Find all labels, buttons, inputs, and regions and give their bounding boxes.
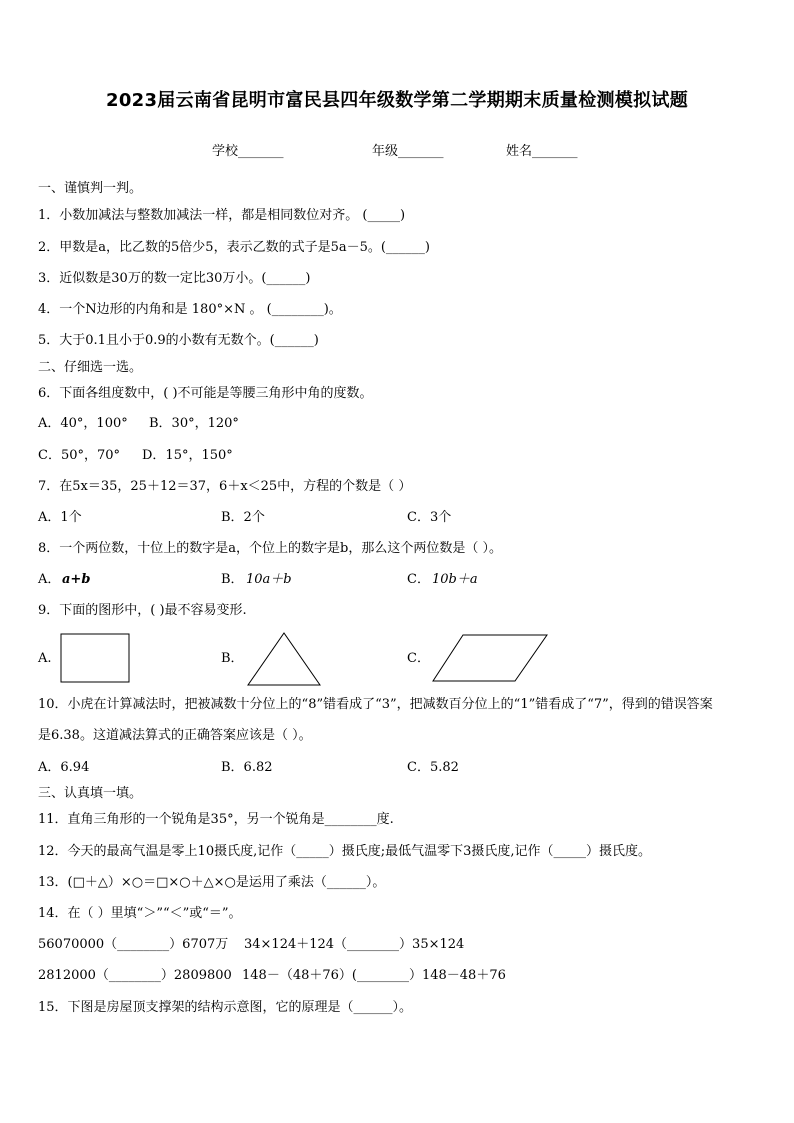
q9-option-c-label: C． xyxy=(407,651,430,666)
section-heading-judge: 一、谨慎判一判。 xyxy=(38,181,143,196)
q8-option-c-label: C． xyxy=(407,572,430,587)
q14-item-4: 148－（48＋76）(________）148－48＋76 xyxy=(242,968,506,983)
triangle-figure xyxy=(246,632,322,688)
question-7: 7．在5x＝35，25＋12＝37，6＋x＜25中，方程的个数是（ ） xyxy=(38,479,412,494)
question-6: 6．下面各组度数中，( )不可能是等腰三角形中角的度数。 xyxy=(38,386,373,401)
section-heading-choose: 二、仔细选一选。 xyxy=(38,360,143,375)
q10-option-c: C．5.82 xyxy=(407,760,459,775)
q9-option-b-label: B． xyxy=(221,651,244,666)
q7-option-a: A．1个 xyxy=(38,510,82,525)
question-10-line-2: 是6.38。这道减法算式的正确答案应该是（ ）。 xyxy=(38,728,312,743)
q9-option-a-label: A. xyxy=(38,651,52,666)
question-11: 11．直角三角形的一个锐角是35°，另一个锐角是________度. xyxy=(38,812,394,827)
question-15: 15．下图是房屋顶支撑架的结构示意图，它的原理是（______）。 xyxy=(38,1000,413,1015)
section-heading-fill: 三、认真填一填。 xyxy=(38,786,143,801)
q7-option-b: B．2个 xyxy=(221,510,265,525)
rectangle-figure xyxy=(60,633,132,685)
name-field: 姓名_______ xyxy=(506,144,578,159)
grade-field: 年级_______ xyxy=(372,144,444,159)
q8-option-b-expr: 10a＋b xyxy=(246,572,292,587)
question-8: 8．一个两位数，十位上的数字是a，个位上的数字是b，那么这个两位数是（ ）。 xyxy=(38,541,502,556)
question-13: 13．(□＋△）×○＝□×○＋△×○是运用了乘法（______）。 xyxy=(38,875,386,890)
q14-item-3: 2812000（________）2809800 xyxy=(38,968,232,983)
q8-option-b-label: B． xyxy=(221,572,244,587)
parallelogram-figure xyxy=(431,634,549,684)
question-2: 2．甲数是a，比乙数的5倍少5，表示乙数的式子是5a－5。(______) xyxy=(38,240,430,255)
exam-title: 2023届云南省昆明市富民县四年级数学第二学期期末质量检测模拟试题 xyxy=(106,90,688,111)
question-10-line-1: 10．小虎在计算减法时，把被减数十分位上的“8”错看成了“3”，把减数百分位上的“1”错看成了“7”，得到的错误答案 xyxy=(38,697,713,712)
q14-item-1: 56070000（________）6707万 xyxy=(38,937,229,952)
q6-option-a: A．40°，100° xyxy=(38,416,128,431)
question-1: 1．小数加减法与整数加减法一样，都是相同数位对齐。 (_____) xyxy=(38,208,406,223)
q14-item-2: 34×124＋124（________）35×124 xyxy=(244,937,465,952)
question-5: 5．大于0.1且小于0.9的小数有无数个。(______) xyxy=(38,333,319,348)
question-9: 9．下面的图形中，( )最不容易变形. xyxy=(38,603,247,618)
q6-option-d: D．15°，150° xyxy=(142,448,233,463)
question-4: 4．一个N边形的内角和是 180°×N 。 (________)。 xyxy=(38,302,342,317)
q10-option-a: A．6.94 xyxy=(38,760,90,775)
question-14: 14．在（ ）里填“＞”“＜”或“＝”。 xyxy=(38,906,242,921)
q6-option-b: B．30°，120° xyxy=(149,416,239,431)
question-3: 3．近似数是30万的数一定比30万小。(______) xyxy=(38,271,311,286)
school-field: 学校_______ xyxy=(212,144,284,159)
q8-option-c-expr: 10b＋a xyxy=(432,572,478,587)
q7-option-c: C．3个 xyxy=(407,510,452,525)
q10-option-b: B．6.82 xyxy=(221,760,273,775)
q6-option-c: C．50°，70° xyxy=(38,448,121,463)
question-12: 12．今天的最高气温是零上10摄氏度,记作（_____）摄氏度;最低气温零下3摄氏度,记作（_____）摄氏度。 xyxy=(38,844,652,859)
q8-option-a-label: A． xyxy=(38,572,61,587)
q8-option-a-expr: a+b xyxy=(62,572,91,587)
